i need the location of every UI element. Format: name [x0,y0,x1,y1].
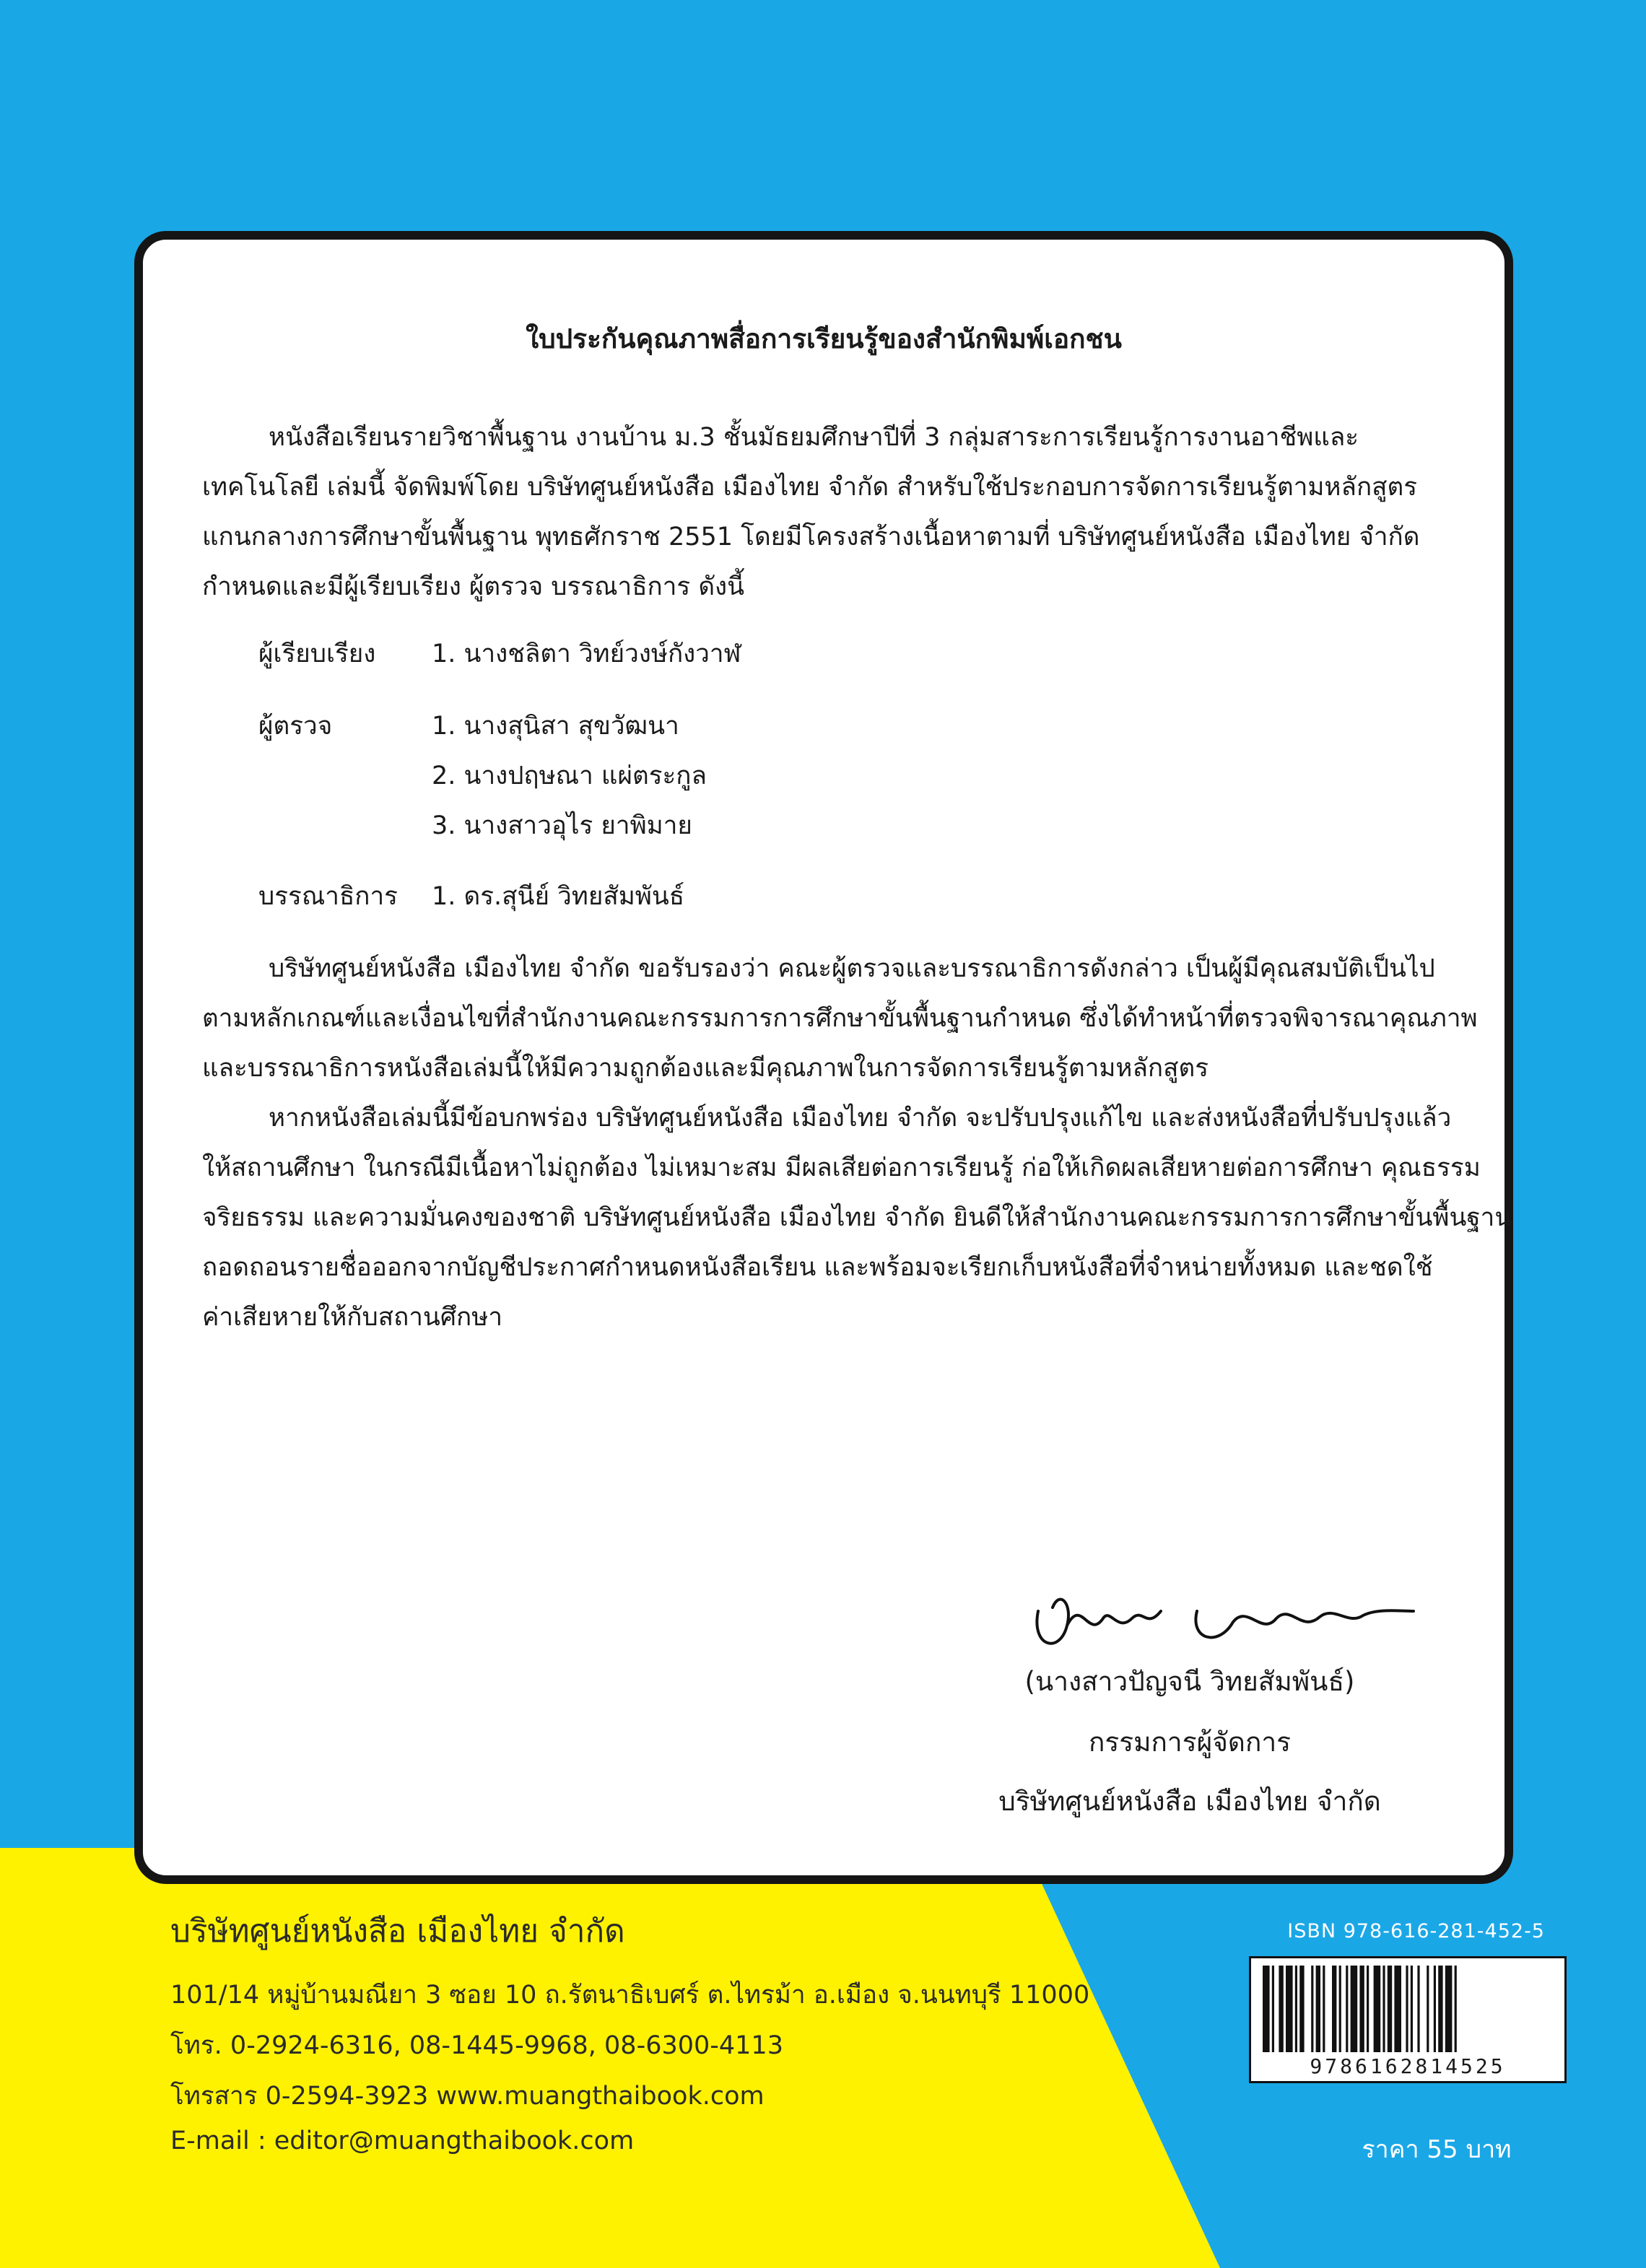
document-title: ใบประกันคุณภาพสื่อการเรียนรู้ของสำนักพิมพ์เอกชน [526,323,1122,354]
publisher-phone: โทร. 0-2924-6316, 08-1445-9968, 08-6300-4113 [170,2031,783,2060]
price-label: ราคา 55 บาท [1362,2135,1512,2164]
paragraph-line: ให้สถานศึกษา ในกรณีมีเนื้อหาไม่ถูกต้อง ไม่เหมาะสม มีผลเสียต่อการเรียนรู้ ก่อให้เกิดผลเสียหายต่อการศึกษา คุณธรรม [202,1153,1481,1182]
certification-paragraph [202,944,1478,1094]
signatory-name: (นางสาวปัญจนี วิทยสัมพันธ์) [1024,1666,1355,1697]
reviewer-name: 3. นางสาวอุไร ยาพิมาย [432,811,692,840]
reviewer-name: 1. นางสุนิสา สุขวัฒนา [432,712,679,741]
paragraph-line: ถอดถอนรายชื่อออกจากบัญชีประกาศกำหนดหนังสือเรียน และพร้อมจะเรียกเก็บหนังสือที่จำหน่ายทั้งหมด และชดใช้ [202,1253,1433,1282]
publisher-fax-web: โทรสาร 0-2594-3923 www.muangthaibook.com [170,2082,765,2111]
paragraph-line: แกนกลางการศึกษาขั้นพื้นฐาน พุทธศักราช 2551 โดยมีโครงสร้างเนื้อหาตามที่ บริษัทศูนย์หนังสือ เมืองไทย จำกัด [202,523,1420,551]
signature [1016,1568,1421,1669]
publisher-email: E-mail : editor@muangthaibook.com [170,2127,635,2155]
intro-paragraph [202,413,1460,612]
paragraph-line: และบรรณาธิการหนังสือเล่มนี้ให้มีความถูกต้องและมีคุณภาพในการจัดการเรียนรู้ตามหลักสูตร [202,1054,1209,1083]
editor-label: บรรณาธิการ [258,882,398,911]
paragraph-line: หากหนังสือเล่มนี้มีข้อบกพร่อง บริษัทศูนย์หนังสือ เมืองไทย จำกัด จะปรับปรุงแก้ไข และส่งหนังสือที่ปรับปรุงแล้ว [269,1104,1452,1133]
author-name: 1. นางชลิตา วิทย์วงษ์กังวาฬ [432,640,741,668]
barcode-number: 9786162814525 [1310,2054,1506,2078]
paragraph-line: จริยธรรม และความมั่นคงของชาติ บริษัทศูนย์หนังสือ เมืองไทย จำกัด ยินดีให้สำนักงานคณะกรรมการการศึกษาขั้นพื้นฐาน [202,1203,1512,1232]
editor-name: 1. ดร.สุนีย์ วิทยสัมพันธ์ [432,882,685,911]
reviewer-label: ผู้ตรวจ [258,712,333,741]
paragraph-line: หนังสือเรียนรายวิชาพื้นฐาน งานบ้าน ม.3 ชั้นมัธยมศึกษาปีที่ 3 กลุ่มสาระการเรียนรู้การงานอาชีพและ [269,423,1359,452]
paragraph-line: ตามหลักเกณฑ์และเงื่อนไขที่สำนักงานคณะกรรมการการศึกษาขั้นพื้นฐานกำหนด ซึ่งได้ทำหน้าที่ตรวจพิจารณาคุณภาพ [202,1004,1478,1033]
paragraph-line: เทคโนโลยี เล่มนี้ จัดพิมพ์โดย บริษัทศูนย์หนังสือ เมืองไทย จำกัด สำหรับใช้ประกอบการจัดการเรียนรู้ตามหลักสูตร [202,473,1418,502]
barcode-bars [1261,1966,1559,2052]
isbn-label: ISBN 978-616-281-452-5 [1287,1920,1545,1942]
author-label: ผู้เรียบเรียง [258,640,376,668]
reviewer-name: 2. นางปฤษณา แผ่ตระกูล [432,762,707,790]
paragraph-line: กำหนดและมีผู้เรียบเรียง ผู้ตรวจ บรรณาธิการ ดังนี้ [202,572,745,601]
publisher-address: 101/14 หมู่บ้านมณียา 3 ซอย 10 ถ.รัตนาธิเบศร์ ต.ไทรม้า อ.เมือง จ.นนทบุรี 11000 [170,1981,1090,2010]
defect-paragraph [202,1094,1512,1343]
paragraph-line: บริษัทศูนย์หนังสือ เมืองไทย จำกัด ขอรับรองว่า คณะผู้ตรวจและบรรณาธิการดังกล่าว เป็นผู้มีคุณสมบัติเป็นไป [269,954,1435,983]
barcode [1249,1956,1567,2083]
paragraph-line: ค่าเสียหายให้กับสถานศึกษา [202,1303,502,1332]
publisher-name: บริษัทศูนย์หนังสือ เมืองไทย จำกัด [170,1913,625,1950]
signatory-company: บริษัทศูนย์หนังสือ เมืองไทย จำกัด [998,1786,1381,1817]
signatory-title: กรรมการผู้จัดการ [1088,1727,1292,1758]
quality-certificate-card [134,231,1513,1884]
